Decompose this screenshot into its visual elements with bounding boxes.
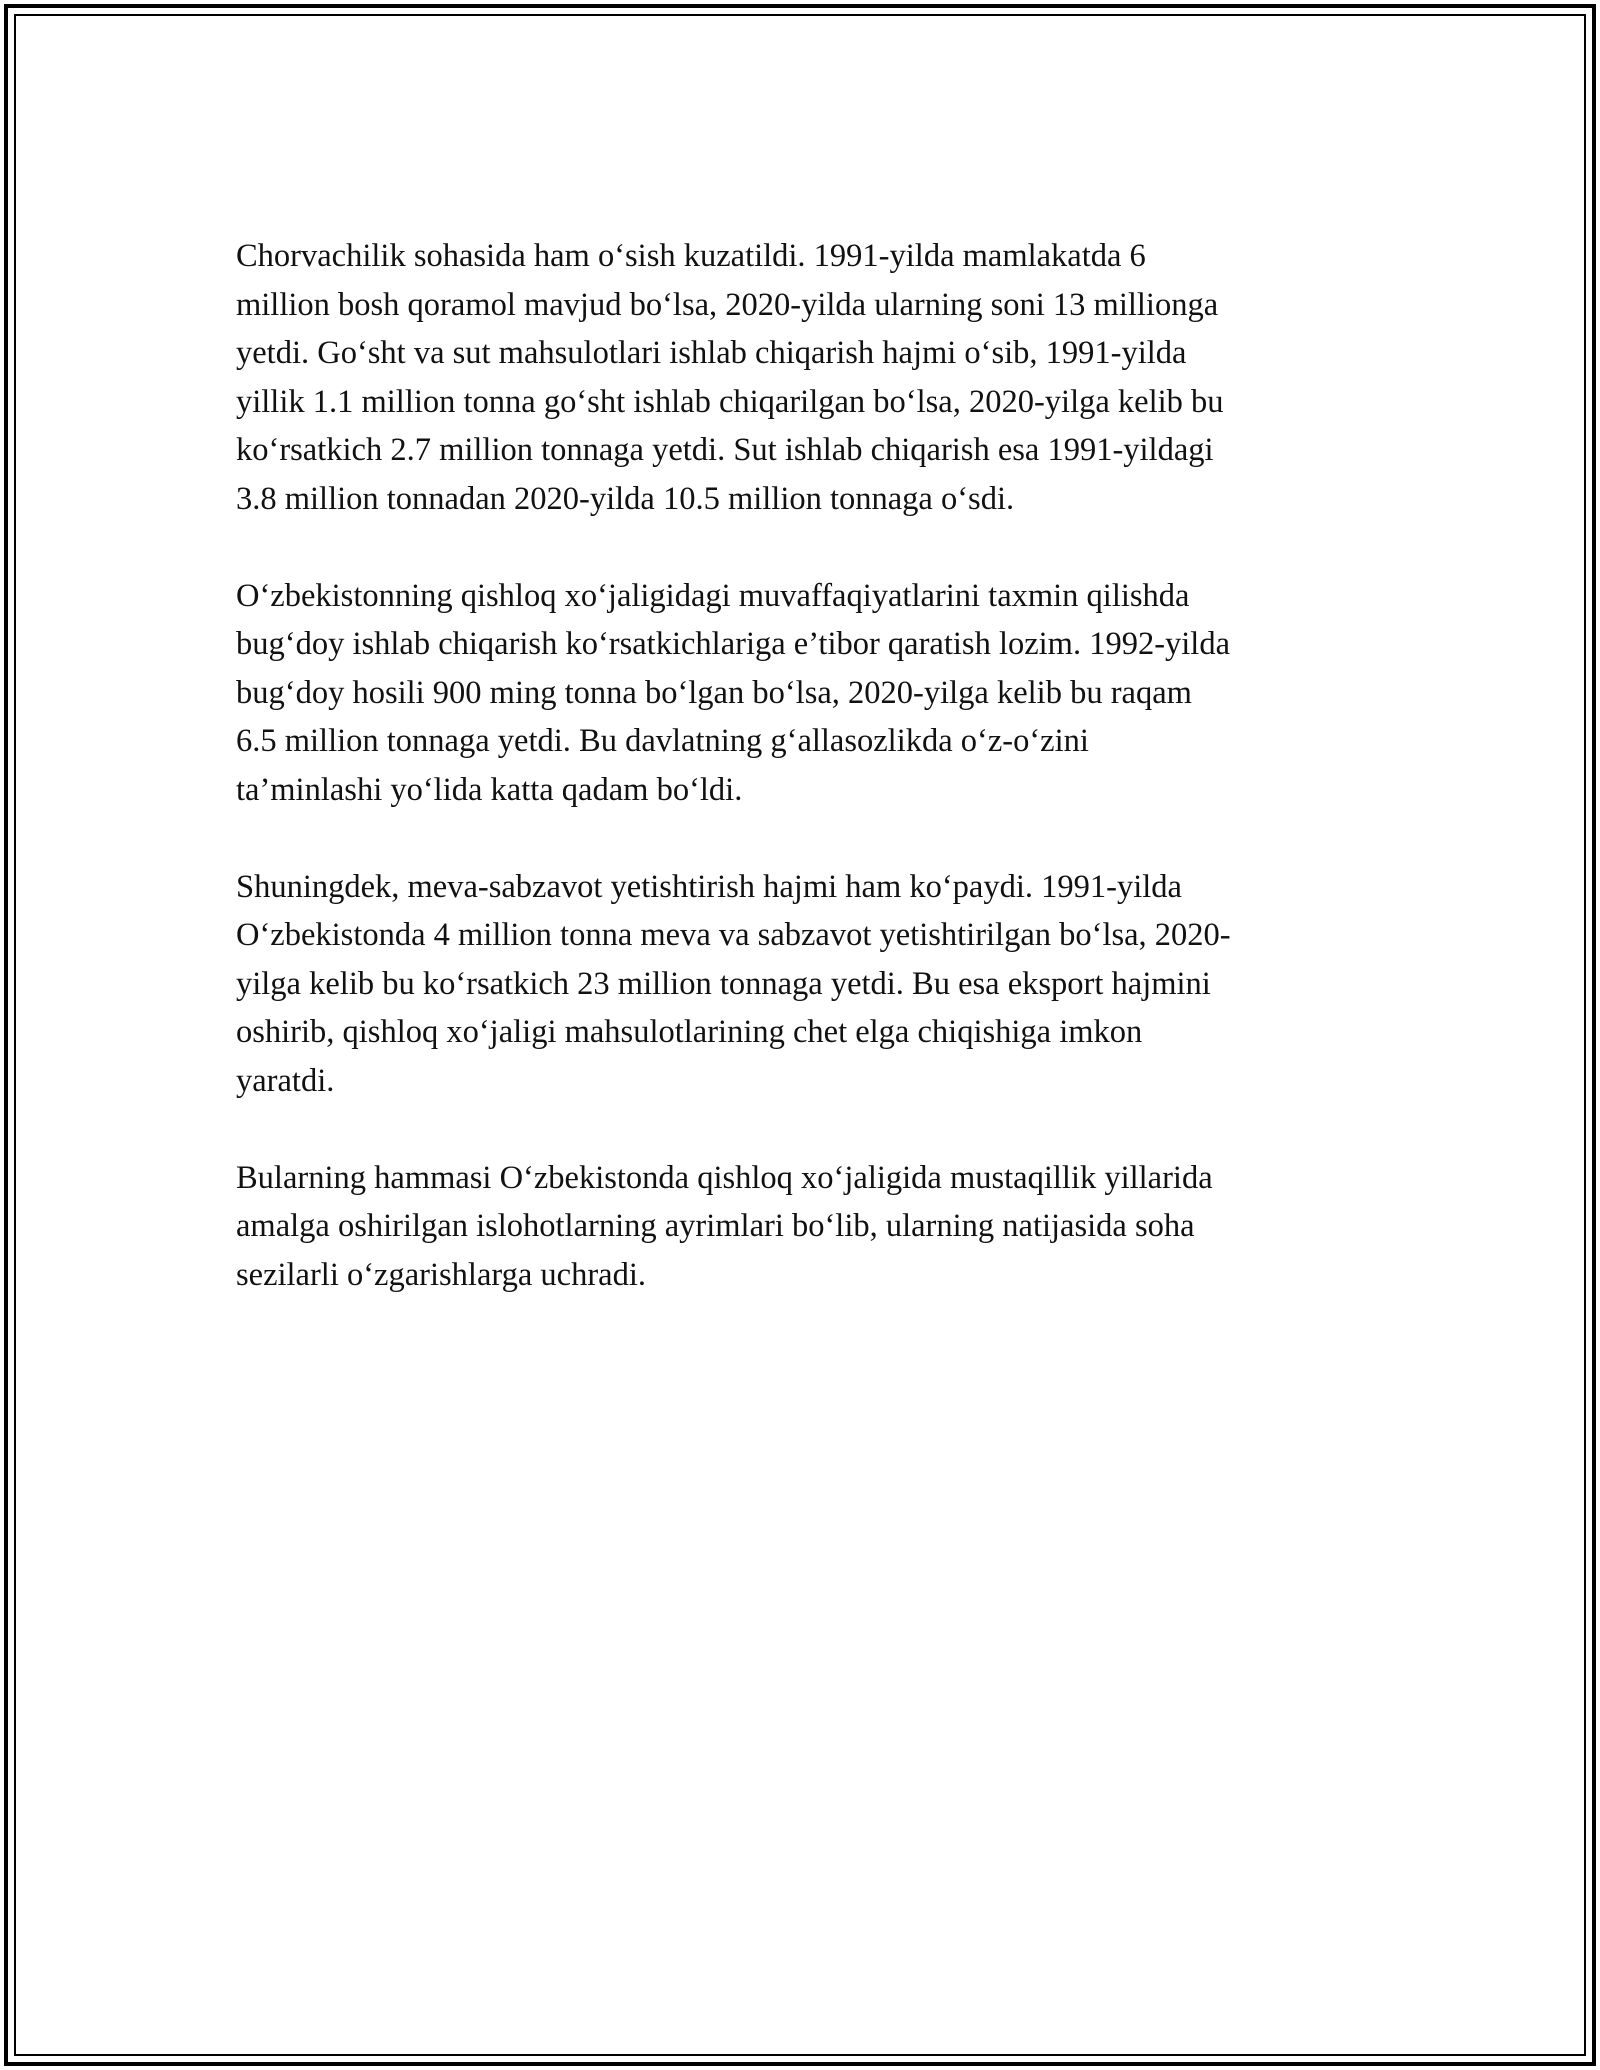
paragraph-fruits-vegetables: Shuningdek, meva-sabzavot yetishtirish hajmi ham ko‘paydi. 1991-yilda O‘zbekistonda 4 million tonna meva va sabzavot yetishtirilgan bo‘lsa, 2020- yilga kelib bu ko‘rsatkich 23 million tonnaga yetdi. Bu esa eksport hajmini oshirib, qishloq xo‘jaligi mahsulotlarining chet elga chiqishiga imkon yaratdi. — [236, 868, 1231, 1099]
document-body — [236, 232, 1376, 1348]
paragraph-wheat: O‘zbekistonning qishloq xo‘jaligidagi muvaffaqiyatlarini taxmin qilishda bug‘doy ishlab chiqarish ko‘rsatkichlariga e’tibor qaratish lozim. 1992-yilda bug‘doy hosili 900 ming tonna bo‘lgan bo‘lsa, 2020-yilga kelib bu raqam 6.5 million tonnaga yetdi. Bu davlatning g‘allasozlikda o‘z-o‘zini ta’minlashi yo‘lida katta qadam bo‘ldi. — [236, 577, 1231, 808]
paragraph-conclusion: Bularning hammasi O‘zbekistonda qishloq xo‘jaligida mustaqillik yillarida amalga oshirilgan islohotlarning ayrimlari bo‘lib, ularning natijasida soha sezilarli o‘zgarishlarga uchradi. — [236, 1159, 1213, 1293]
paragraph-livestock: Chorvachilik sohasida ham o‘sish kuzatildi. 1991-yilda mamlakatda 6 million bosh qoramol mavjud bo‘lsa, 2020-yilda ularning soni 13 millionga yetdi. Go‘sht va sut mahsulotlari ishlab chiqarish hajmi o‘sib, 1991-yilda yillik 1.1 million tonna go‘sht ishlab chiqarilgan bo‘lsa, 2020-yilga kelib bu ko‘rsatkich 2.7 million tonnaga yetdi. Sut ishlab chiqarish esa 1991-yildagi 3.8 million tonnadan 2020-yilda 10.5 million tonnaga o‘sdi. — [236, 238, 1224, 517]
